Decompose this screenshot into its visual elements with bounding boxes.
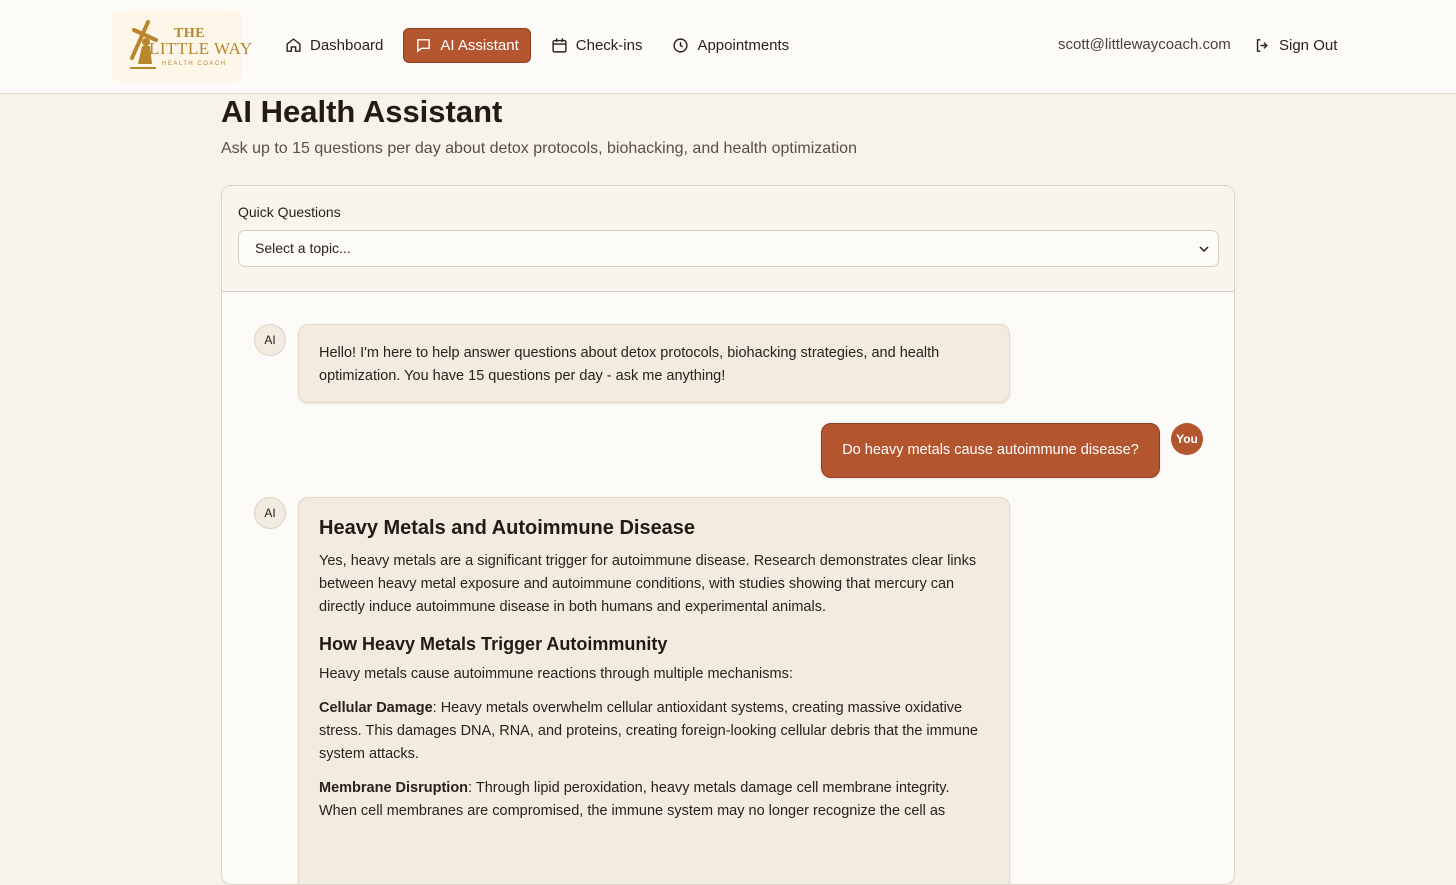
brand-line-1: THE: [174, 26, 206, 41]
nav-dashboard[interactable]: [275, 28, 393, 63]
nav-dashboard-label: Dashboard: [310, 37, 384, 54]
user-message-text: Do heavy metals cause autoimmune disease?: [842, 442, 1139, 458]
nav-check-ins[interactable]: [541, 28, 653, 63]
main-nav: [275, 28, 799, 63]
nav-ai-assistant[interactable]: [403, 28, 530, 63]
chat-icon: [415, 37, 432, 54]
ai-avatar: AI: [254, 497, 286, 529]
top-navigation-bar: [0, 0, 1456, 94]
point-label: Cellular Damage: [319, 700, 433, 716]
answer-point-cellular: [319, 697, 989, 766]
ai-message-greeting: Hello! I'm here to help answer questions about detox protocols, biohacking strategies, and health optimization. You have 15 questions per day - ask me anything!: [298, 324, 1010, 403]
calendar-icon: [551, 37, 568, 54]
ai-avatar: AI: [254, 324, 286, 356]
page-subtitle: Ask up to 15 questions per day about detox protocols, biohacking, and health optimization: [221, 140, 857, 157]
assistant-card: [221, 185, 1235, 885]
user-email: scott@littlewaycoach.com: [1058, 36, 1231, 53]
nav-ai-assistant-label: AI Assistant: [440, 37, 519, 54]
sign-out-label: Sign Out: [1279, 37, 1338, 54]
user-message: [821, 423, 1160, 478]
answer-point-membrane: [319, 777, 989, 823]
brand-line-3: HEALTH COACH: [162, 61, 227, 67]
answer-mechanisms-intro: Heavy metals cause autoimmune reactions through multiple mechanisms:: [319, 666, 793, 682]
topic-select[interactable]: [238, 230, 1219, 267]
ai-message-answer: [298, 497, 1010, 885]
topic-select-value: Select a topic...: [255, 240, 351, 256]
user-avatar: You: [1171, 423, 1203, 455]
chevron-down-icon: [1198, 243, 1210, 255]
point-text: : Through lipid peroxidation, heavy metals damage cell membrane integrity. When cell membranes are compromised, the immune system may no longer recognize the cell as: [319, 780, 950, 819]
brand-logo[interactable]: [112, 10, 253, 82]
brand-line-2: LITTLE WAY: [149, 39, 253, 58]
clock-icon: [672, 37, 689, 54]
logout-icon: [1254, 37, 1271, 54]
quick-questions-panel: [222, 186, 1234, 292]
answer-subheading: How Heavy Metals Trigger Autoimmunity: [319, 634, 668, 654]
answer-heading: Heavy Metals and Autoimmune Disease: [319, 517, 696, 539]
answer-intro: Yes, heavy metals are a significant trigger for autoimmune disease. Research demonstrates clear links between heavy metal exposure and autoimmune conditions, with studies showing that mercury can directly induce autoimmune disease in both humans and experimental animals.: [319, 553, 977, 615]
nav-appointments[interactable]: [662, 28, 799, 63]
nav-appointments-label: Appointments: [697, 37, 790, 54]
point-label: Membrane Disruption: [319, 780, 469, 796]
quick-questions-label: Quick Questions: [238, 204, 341, 220]
nav-check-ins-label: Check-ins: [575, 37, 643, 54]
point-text: : Heavy metals overwhelm cellular antioxidant systems, creating massive oxidative stress. This damages DNA, RNA, and proteins, creating foreign-looking cellular debris that the immune system attacks.: [319, 700, 978, 762]
sign-out-button[interactable]: [1254, 28, 1337, 63]
home-icon: [285, 37, 302, 54]
page-title: AI Health Assistant: [221, 94, 503, 129]
